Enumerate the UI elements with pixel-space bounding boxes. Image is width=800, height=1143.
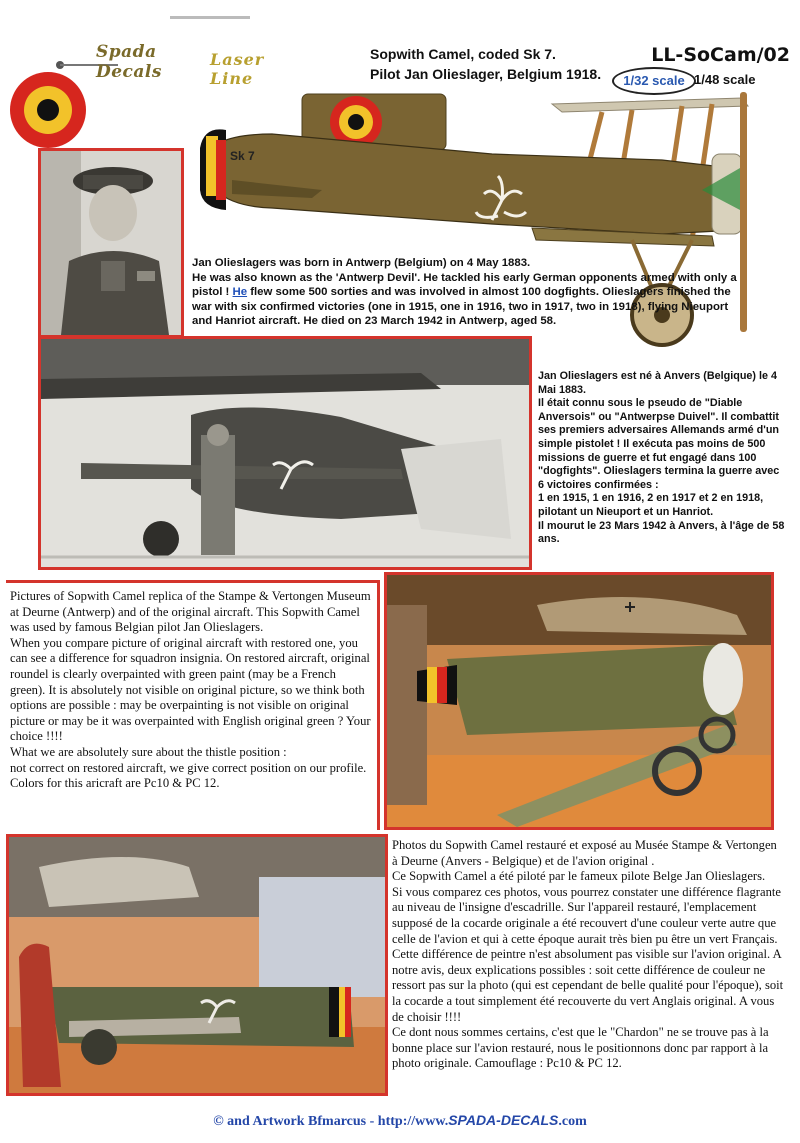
brand-logo-text: Spada Decals <box>96 42 162 82</box>
notes-en-p2: When you compare picture of original aircraft with restored one, you can see a difference for squadron insignia. On restored aircraft, original roundel is clearly overpainted with green paint (may be a French green). It is absolutely not visible on original picture, so we think both options are possible : may be overpainting is not visible on original picture or may be it was overpainted with English original green ? Your choice !!!! <box>10 635 371 744</box>
bio-fr-p3: 1 en 1915, 1 en 1916, 2 en 1917 et 2 en 1918, pilotant un Nieuport et un Hanriot. <box>538 492 764 518</box>
notes-en-p3: What we are absolutely sure about the thistle position : <box>10 744 287 759</box>
bio-english <box>192 256 737 329</box>
bio-en-p2 <box>192 271 737 329</box>
footer-site-link[interactable]: SPADA-DECALS <box>448 1112 559 1128</box>
bio-fr-p2: Il était connu sous le pseudo de "Diable Anversois" ou "Antwerpse Duivel". Il combattit ses premiers adversaires Allemands armé d'un simple pistolet ! Il exécuta pas moins de 500 missions de guerre et fut engagé dans 100 "dogfights". Olieslagers termina la guerre avec 6 victoires confirmées : <box>538 397 780 491</box>
notes-fr-p1: Photos du Sopwith Camel restauré et exposé au Musée Stampe & Vertongen à Deurne (Anvers - Belgique) et de l'avion original . <box>392 838 777 868</box>
notes-en-p4: not correct on restored aircraft, we give correct position on our profile. <box>10 760 367 775</box>
footer-credit <box>0 1112 800 1130</box>
notes-en-p1: Pictures of Sopwith Camel replica of the Stampe & Vertongen Museum at Deurne (Antwerp) and of the original aircraft. This Sopwith Camel was used by famous Belgian pilot Jan Olieslagers. <box>10 589 371 635</box>
notes-english <box>6 580 380 830</box>
page-title <box>370 44 620 84</box>
notes-en-p5: Colors for this aricraft are Pc10 & PC 12. <box>10 776 220 791</box>
bio-en-inline-link[interactable]: He <box>232 286 248 298</box>
bio-en-p1: Jan Olieslagers was born in Antwerp (Belgium) on 4 May 1883. <box>192 257 531 269</box>
original-aircraft-photo <box>38 336 532 570</box>
museum-photo-2 <box>6 834 388 1096</box>
original-aircraft-image <box>41 339 529 567</box>
museum-photo-2-image <box>9 837 385 1093</box>
notes-fr-p3: Si vous comparez ces photos, vous pourrez constater une différence flagrante au niveau de l'insigne d'escadrille. Sur l'appareil restauré, l'emplacement supposé de la cocarde originale a été recouvert d'une couleur verte autre que celle de l'avion et qui à cette époque aurait très bien pu être un vert Français. Cette différence de peintre n'est absolument pas visible sur l'avion original. A notre avis, deux explications possibles : soit cette différence de couleur ne ressort pas sur la photo (qui est cependant de belle qualité pour l'époque), soit la cocarde a tout simplement été recouverte du vert Anglais original. A vous de choisir !!!! <box>392 884 784 1024</box>
fuselage-code: Sk 7 <box>230 149 255 163</box>
pilot-portrait-photo <box>38 148 184 338</box>
title-line-1: Sopwith Camel, coded Sk 7. <box>370 46 556 62</box>
bio-fr-p4: Il mourut le 23 Mars 1942 à Anvers, à l'âge de 58 ans. <box>538 519 785 546</box>
notes-fr-p2: Ce Sopwith Camel a été piloté par le fameux pilote Belge Jan Olieslagers. <box>392 869 766 884</box>
scale-1-48-label: 1/48 scale <box>694 72 756 87</box>
bio-en-p2-part2: flew some 500 sorties and was involved in almost 100 dogfights. Olieslagers finished the war with six confirmed victories (one in 1915, one in 1916, two in 1917, two in 1918), flying Nieuport and Hanriot aircraft. He died on 23 March 1942 in Antwerp, aged 58. <box>192 286 731 327</box>
pilot-portrait-image <box>41 151 181 335</box>
museum-photo-1-image <box>387 575 771 827</box>
scale-1-32-badge: 1/32 scale <box>612 67 696 95</box>
museum-photo-1 <box>384 572 774 830</box>
bio-en-p2-part1: He was also known as the 'Antwerp Devil'. He tackled his early German opponents armed with only a pistol ! <box>192 271 737 298</box>
notes-fr-p4: Ce dont nous sommes certains, c'est que le "Chardon" ne se trouve pas à la bonne place sur l'avion restauré, nous le positionnons donc par rapport à la photo originale. Camouflage : Pc10 & PC 12. <box>392 1025 769 1071</box>
footer-copyright: © and Artwork Bfmarcus - http://www. <box>213 1114 449 1129</box>
notes-french <box>388 834 786 1072</box>
bio-fr-p1: Jan Olieslagers est né à Anvers (Belgique) le 4 Mai 1883. <box>538 370 778 396</box>
top-rule <box>170 16 250 19</box>
footer-domain-suffix: .com <box>558 1114 587 1129</box>
laser-line-logo: Laser Line <box>210 50 265 88</box>
product-code: LL-SoCam/02 <box>651 44 790 66</box>
bio-french <box>538 370 788 547</box>
belgian-roundel-icon <box>8 70 88 150</box>
title-line-2: Pilot Jan Olieslager, Belgium 1918. <box>370 66 602 82</box>
